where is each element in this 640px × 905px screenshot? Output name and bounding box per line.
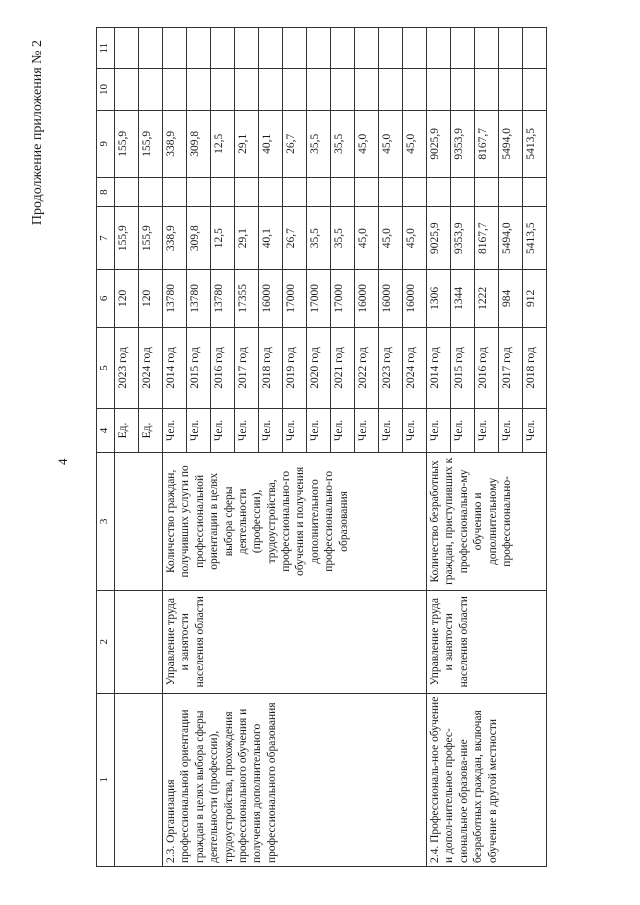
value-cell: 5413,5: [523, 207, 547, 270]
empty-cell: [211, 28, 235, 69]
measure-name: 2.4. Профессиональ-ное обучение и допол-нительное профес-сиональное образова-ние безработных граждан, включая обучение в другой местности: [427, 693, 547, 866]
value-cell: 16000: [403, 269, 427, 327]
unit-cell: Чел.: [379, 409, 403, 453]
empty-cell: [379, 28, 403, 69]
empty-cell: [283, 28, 307, 69]
value-cell: 5494,0: [499, 207, 523, 270]
unit-cell: Чел.: [283, 409, 307, 453]
value-cell: 26,7: [283, 207, 307, 270]
value-cell: 45,0: [403, 110, 427, 177]
empty-cell: [211, 69, 235, 110]
value-cell: 40,1: [259, 207, 283, 270]
year-cell: 2017 год: [499, 327, 523, 408]
year-cell: 2024 год: [403, 327, 427, 408]
empty-cell: [259, 177, 283, 207]
year-cell: 2016 год: [475, 327, 499, 408]
empty-cell: [379, 177, 403, 207]
col-header: 2: [97, 590, 115, 693]
empty-cell: [427, 177, 451, 207]
value-cell: 155,9: [139, 207, 163, 270]
value-cell: 1344: [451, 269, 475, 327]
unit-cell: Чел.: [355, 409, 379, 453]
empty-cell: [451, 28, 475, 69]
empty-cell: [187, 28, 211, 69]
unit-cell: Чел.: [403, 409, 427, 453]
executor: Управление труда и занятости населения области: [163, 590, 427, 693]
unit-cell: Чел.: [523, 409, 547, 453]
value-cell: 17000: [331, 269, 355, 327]
col-header: 8: [97, 177, 115, 207]
empty-cell: [307, 177, 331, 207]
value-cell: 13780: [211, 269, 235, 327]
year-cell: 2019 год: [283, 327, 307, 408]
empty-cell: [403, 69, 427, 110]
empty-cell: [427, 28, 451, 69]
value-cell: 1306: [427, 269, 451, 327]
value-cell: 13780: [187, 269, 211, 327]
empty-cell: [355, 28, 379, 69]
empty-cell: [499, 69, 523, 110]
value-cell: 155,9: [139, 110, 163, 177]
empty-cell: [235, 28, 259, 69]
value-cell: 12,5: [211, 207, 235, 270]
year-cell: 2017 год: [235, 327, 259, 408]
empty-cell: [355, 69, 379, 110]
year-cell: 2024 год: [139, 327, 163, 408]
empty-cell: [139, 28, 163, 69]
col-header: 3: [97, 452, 115, 590]
unit-cell: Чел.: [475, 409, 499, 453]
value-cell: 35,5: [331, 110, 355, 177]
empty-cell: [235, 177, 259, 207]
value-cell: 16000: [379, 269, 403, 327]
col-header: 9: [97, 110, 115, 177]
unit-cell: Чел.: [499, 409, 523, 453]
unit-cell: Чел.: [427, 409, 451, 453]
year-cell: 2023 год: [379, 327, 403, 408]
empty-cell: [475, 69, 499, 110]
value-cell: 35,5: [307, 207, 331, 270]
value-cell: 9353,9: [451, 207, 475, 270]
unit-cell: Чел.: [211, 409, 235, 453]
value-cell: 309,8: [187, 110, 211, 177]
empty-cell: [499, 177, 523, 207]
measure-name: 2.3. Организация профессиональной ориентации граждан в целях выбора сферы деятельности (профессии), трудоустройства, прохождения профессионального обучения и получения дополнительного профессионального образования: [163, 693, 427, 866]
program-table: [96, 27, 547, 867]
empty-cell: [115, 693, 163, 866]
empty-cell: [283, 177, 307, 207]
value-cell: 13780: [163, 269, 187, 327]
unit-cell: Чел.: [235, 409, 259, 453]
empty-cell: [139, 177, 163, 207]
unit-cell: Ед.: [115, 409, 139, 453]
value-cell: 9025,9: [427, 207, 451, 270]
value-cell: 26,7: [283, 110, 307, 177]
col-header: 1: [97, 693, 115, 866]
value-cell: 29,1: [235, 110, 259, 177]
empty-cell: [259, 69, 283, 110]
value-cell: 40,1: [259, 110, 283, 177]
col-header: 4: [97, 409, 115, 453]
value-cell: 12,5: [211, 110, 235, 177]
value-cell: 17000: [283, 269, 307, 327]
value-cell: 9025,9: [427, 110, 451, 177]
empty-cell: [259, 28, 283, 69]
empty-cell: [331, 69, 355, 110]
value-cell: 120: [115, 269, 139, 327]
year-cell: 2020 год: [307, 327, 331, 408]
empty-cell: [523, 177, 547, 207]
value-cell: 45,0: [355, 110, 379, 177]
value-cell: 17355: [235, 269, 259, 327]
empty-cell: [403, 28, 427, 69]
value-cell: 16000: [259, 269, 283, 327]
empty-cell: [187, 177, 211, 207]
empty-cell: [379, 69, 403, 110]
col-header: 7: [97, 207, 115, 270]
col-header: 11: [97, 28, 115, 69]
continuation-label: Продолжение приложения № 2: [30, 40, 45, 226]
empty-cell: [115, 69, 139, 110]
table-row: [115, 28, 139, 867]
empty-cell: [331, 28, 355, 69]
value-cell: 338,9: [163, 110, 187, 177]
value-cell: 16000: [355, 269, 379, 327]
unit-cell: Чел.: [187, 409, 211, 453]
empty-cell: [523, 69, 547, 110]
value-cell: 35,5: [307, 110, 331, 177]
value-cell: 5494,0: [499, 110, 523, 177]
empty-cell: [475, 28, 499, 69]
empty-cell: [139, 69, 163, 110]
empty-cell: [235, 69, 259, 110]
unit-cell: Чел.: [163, 409, 187, 453]
year-cell: 2022 год: [355, 327, 379, 408]
value-cell: 912: [523, 269, 547, 327]
empty-cell: [115, 28, 139, 69]
table-row: [427, 28, 451, 867]
year-cell: 2014 год: [163, 327, 187, 408]
empty-cell: [211, 177, 235, 207]
value-cell: 17000: [307, 269, 331, 327]
value-cell: 45,0: [355, 207, 379, 270]
empty-cell: [163, 28, 187, 69]
year-cell: 2015 год: [187, 327, 211, 408]
empty-cell: [403, 177, 427, 207]
value-cell: 8167,7: [475, 110, 499, 177]
unit-cell: Чел.: [307, 409, 331, 453]
empty-cell: [163, 69, 187, 110]
empty-cell: [163, 177, 187, 207]
year-cell: 2023 год: [115, 327, 139, 408]
value-cell: 29,1: [235, 207, 259, 270]
empty-cell: [115, 452, 163, 590]
empty-cell: [115, 177, 139, 207]
empty-cell: [427, 69, 451, 110]
empty-cell: [187, 69, 211, 110]
value-cell: 45,0: [379, 207, 403, 270]
unit-cell: Ед.: [139, 409, 163, 453]
empty-cell: [307, 28, 331, 69]
year-cell: 2016 год: [211, 327, 235, 408]
value-cell: 338,9: [163, 207, 187, 270]
col-header: 6: [97, 269, 115, 327]
table-row: [163, 28, 187, 867]
value-cell: 45,0: [379, 110, 403, 177]
empty-cell: [283, 69, 307, 110]
empty-cell: [307, 69, 331, 110]
year-cell: 2015 год: [451, 327, 475, 408]
page-number: 4: [55, 458, 70, 465]
empty-cell: [523, 28, 547, 69]
value-cell: 984: [499, 269, 523, 327]
value-cell: 9353,9: [451, 110, 475, 177]
unit-cell: Чел.: [451, 409, 475, 453]
value-cell: 45,0: [403, 207, 427, 270]
value-cell: 1222: [475, 269, 499, 327]
unit-cell: Чел.: [331, 409, 355, 453]
year-cell: 2014 год: [427, 327, 451, 408]
value-cell: 35,5: [331, 207, 355, 270]
value-cell: 155,9: [115, 207, 139, 270]
executor: Управление труда и занятости населения области: [427, 590, 547, 693]
indicator: Количество безработных граждан, приступивших к профессионально-му обучению и дополнительному профессионально-: [427, 452, 547, 590]
value-cell: 5413,5: [523, 110, 547, 177]
column-number-row: [97, 28, 115, 867]
value-cell: 120: [139, 269, 163, 327]
empty-cell: [115, 590, 163, 693]
empty-cell: [475, 177, 499, 207]
empty-cell: [499, 28, 523, 69]
year-cell: 2018 год: [259, 327, 283, 408]
year-cell: 2018 год: [523, 327, 547, 408]
value-cell: 309,8: [187, 207, 211, 270]
value-cell: 155,9: [115, 110, 139, 177]
year-cell: 2021 год: [331, 327, 355, 408]
empty-cell: [451, 69, 475, 110]
empty-cell: [451, 177, 475, 207]
unit-cell: Чел.: [259, 409, 283, 453]
value-cell: 8167,7: [475, 207, 499, 270]
col-header: 5: [97, 327, 115, 408]
empty-cell: [331, 177, 355, 207]
empty-cell: [355, 177, 379, 207]
col-header: 10: [97, 69, 115, 110]
indicator: Количество граждан, получивших услуги по профессиональной ориентации в целях выбора сферы деятельности (профессии), трудоустройства, профессионально-го обучения и получения дополнительного профессионально-го образования: [163, 452, 427, 590]
